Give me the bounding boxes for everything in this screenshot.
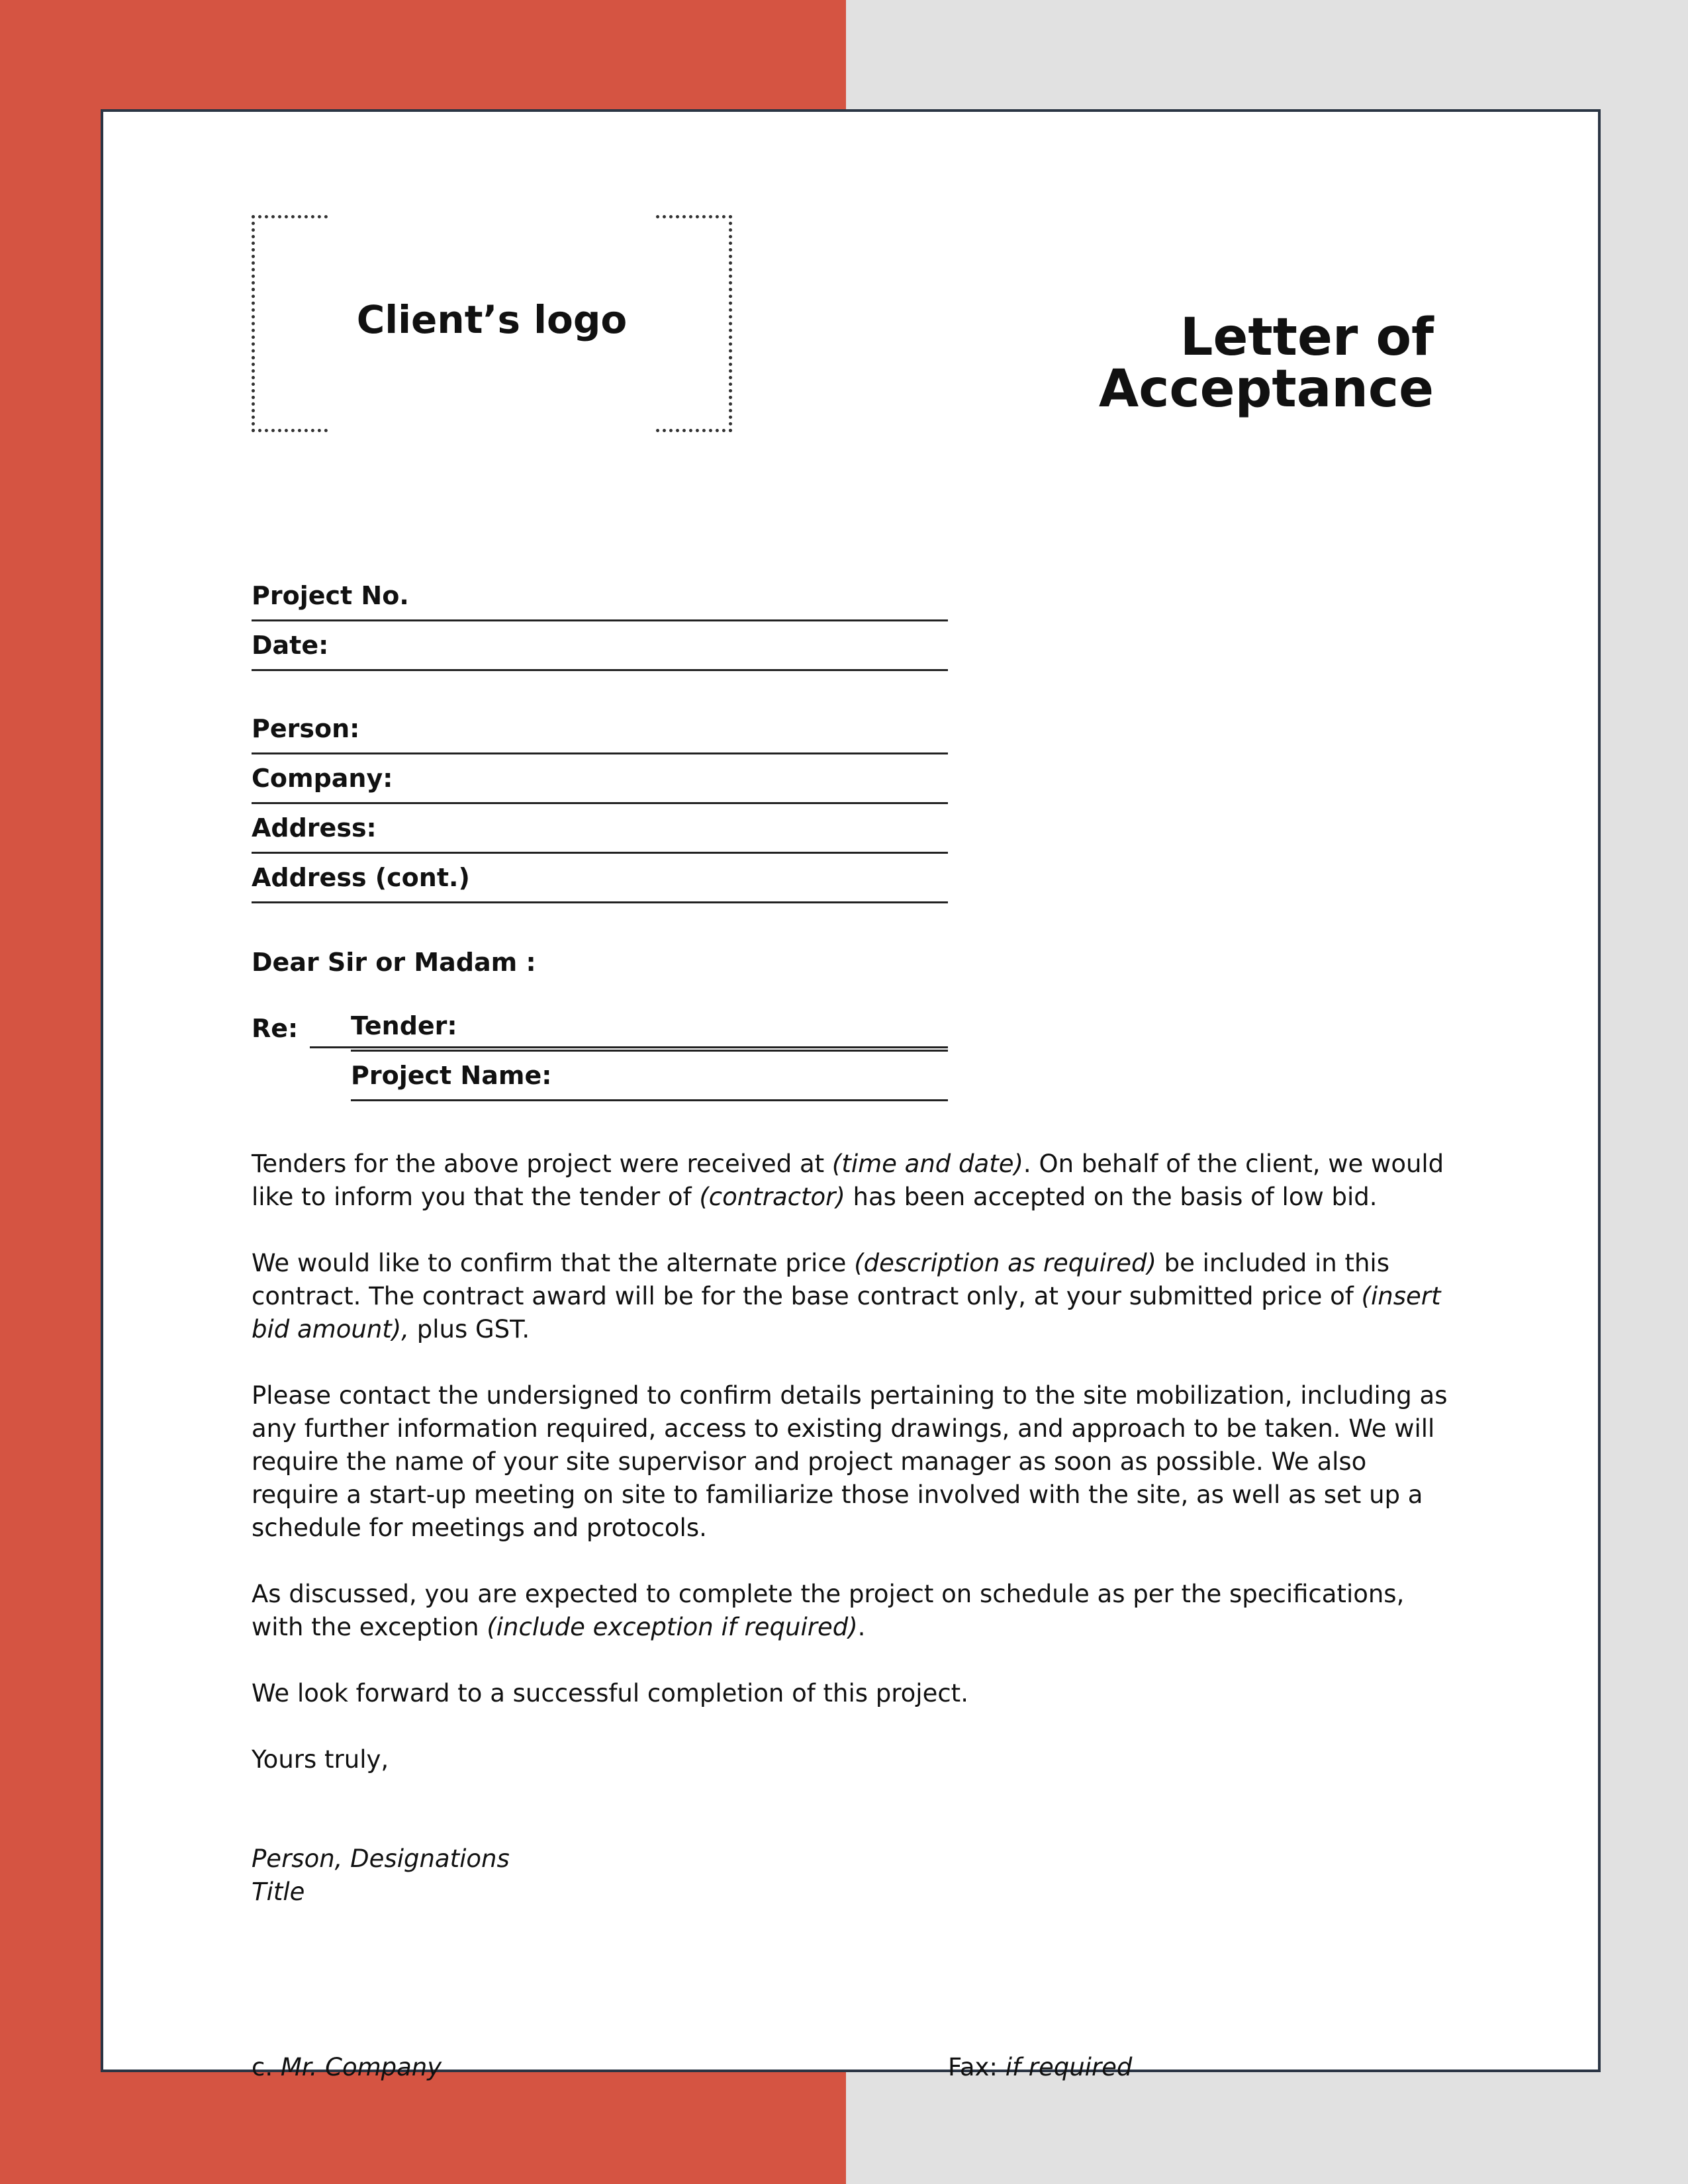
date-field[interactable]: Date: bbox=[252, 622, 948, 671]
logo-placeholder bbox=[252, 215, 732, 432]
signature-name: Person, Designations bbox=[252, 1844, 510, 1873]
logo-placeholder-label: Client’s logo bbox=[356, 297, 628, 342]
salutation: Dear Sir or Madam : bbox=[252, 948, 536, 977]
company-field[interactable]: Company: bbox=[252, 755, 948, 804]
title-line-1: Letter of bbox=[1180, 308, 1434, 367]
person-field[interactable]: Person: bbox=[252, 705, 948, 754]
paragraph-5: We look forward to a successful completion of this project. bbox=[252, 1679, 968, 1707]
title-line-2: Acceptance bbox=[1098, 359, 1434, 419]
document-title bbox=[1098, 308, 1434, 419]
paragraph-2: We would like to confirm that the alternate price (description as required) be included in this contract. The contract award will be for the base contract only, at your submitted price of (insert bid amount), plus GST. bbox=[252, 1249, 1441, 1343]
fax-line bbox=[948, 2051, 1132, 2084]
fax-value: if required bbox=[1005, 2053, 1133, 2081]
letter-body bbox=[252, 1148, 1456, 1809]
signature-title: Title bbox=[252, 1878, 305, 1906]
tender-field[interactable]: Tender: bbox=[351, 1003, 948, 1052]
cc-label: c. bbox=[252, 2053, 273, 2081]
cc-line bbox=[252, 2051, 442, 2084]
project-no-field[interactable]: Project No. bbox=[252, 572, 948, 621]
closing: Yours truly, bbox=[252, 1745, 389, 1774]
paragraph-4: As discussed, you are expected to complete the project on schedule as per the specifications, with the exception (include exception if required). bbox=[252, 1580, 1405, 1641]
address-cont-field[interactable]: Address (cont.) bbox=[252, 854, 948, 903]
fax-label: Fax: bbox=[948, 2053, 998, 2081]
cc-value: Mr. Company bbox=[280, 2053, 442, 2081]
paragraph-1: Tenders for the above project were received at (time and date). On behalf of the client, we would like to inform you that the tender of (contractor) has been accepted on the basis of low bid. bbox=[252, 1150, 1444, 1211]
project-name-field[interactable]: Project Name: bbox=[351, 1052, 948, 1101]
letter-sheet bbox=[101, 109, 1601, 2081]
re-label: Re: bbox=[252, 1014, 299, 1043]
signature-block bbox=[252, 1843, 510, 1909]
address-field[interactable]: Address: bbox=[252, 805, 948, 854]
paragraph-3: Please contact the undersigned to confirm details pertaining to the site mobilization, including as any further information required, access to existing drawings, and approach to be taken. We will require the name of your site supervisor and project manager as soon as possible. We also require a start-up meeting on site to familiarize those involved with the site, as well as set up a schedule for meetings and protocols. bbox=[252, 1381, 1448, 1542]
